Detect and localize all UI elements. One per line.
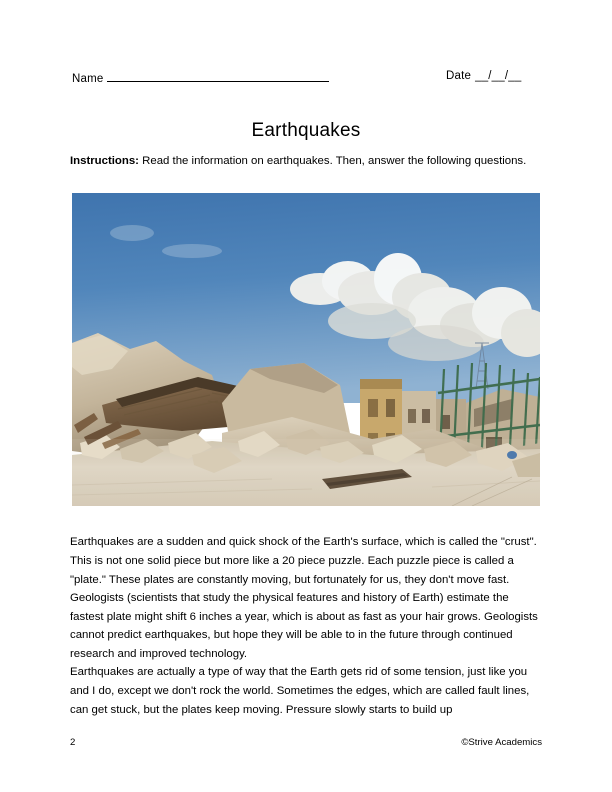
paragraph-2: Earthquakes are actually a type of way that the Earth gets rid of some tension, just like you and I do, except we don't rock the world. Sometimes the edges, which are called fault lines, can get stuck, but the plates keep moving. Pressure slowly starts to build up	[70, 666, 530, 716]
page-number: 2	[70, 737, 76, 748]
date-blank-fields[interactable]: __/__/__	[475, 70, 522, 82]
instructions-label: Instructions:	[70, 155, 139, 168]
copyright-notice: ©Strive Academics	[461, 737, 542, 748]
earthquake-photo	[72, 193, 540, 506]
page-title: Earthquakes	[251, 119, 361, 141]
date-label: Date	[446, 70, 472, 82]
name-blank-line[interactable]	[107, 70, 329, 82]
student-info-row	[72, 70, 540, 90]
name-label: Name	[72, 73, 104, 85]
instructions-text: Read the information on earthquakes. Then, answer the following questions.	[138, 155, 527, 168]
instructions-block	[70, 153, 542, 170]
date-group	[446, 70, 521, 82]
paragraph-1: Earthquakes are a sudden and quick shock of the Earth's surface, which is called the "crust". This is not one solid piece but more like a 20 piece puzzle. Each puzzle piece is called a "plate." These plates are constantly moving, but fortunately for us, they don't move fast. Geologists (scientists that study the physical features and history of Earth) estimate the fastest plate might shift 6 inches a year, which is about as fast as your hair grows. Geologists cannot predict earthquakes, but hope they will be able to in the future through continued research and improved technology.	[70, 536, 538, 660]
earthquake-photo-illustration	[72, 193, 540, 506]
page-footer	[70, 737, 542, 748]
